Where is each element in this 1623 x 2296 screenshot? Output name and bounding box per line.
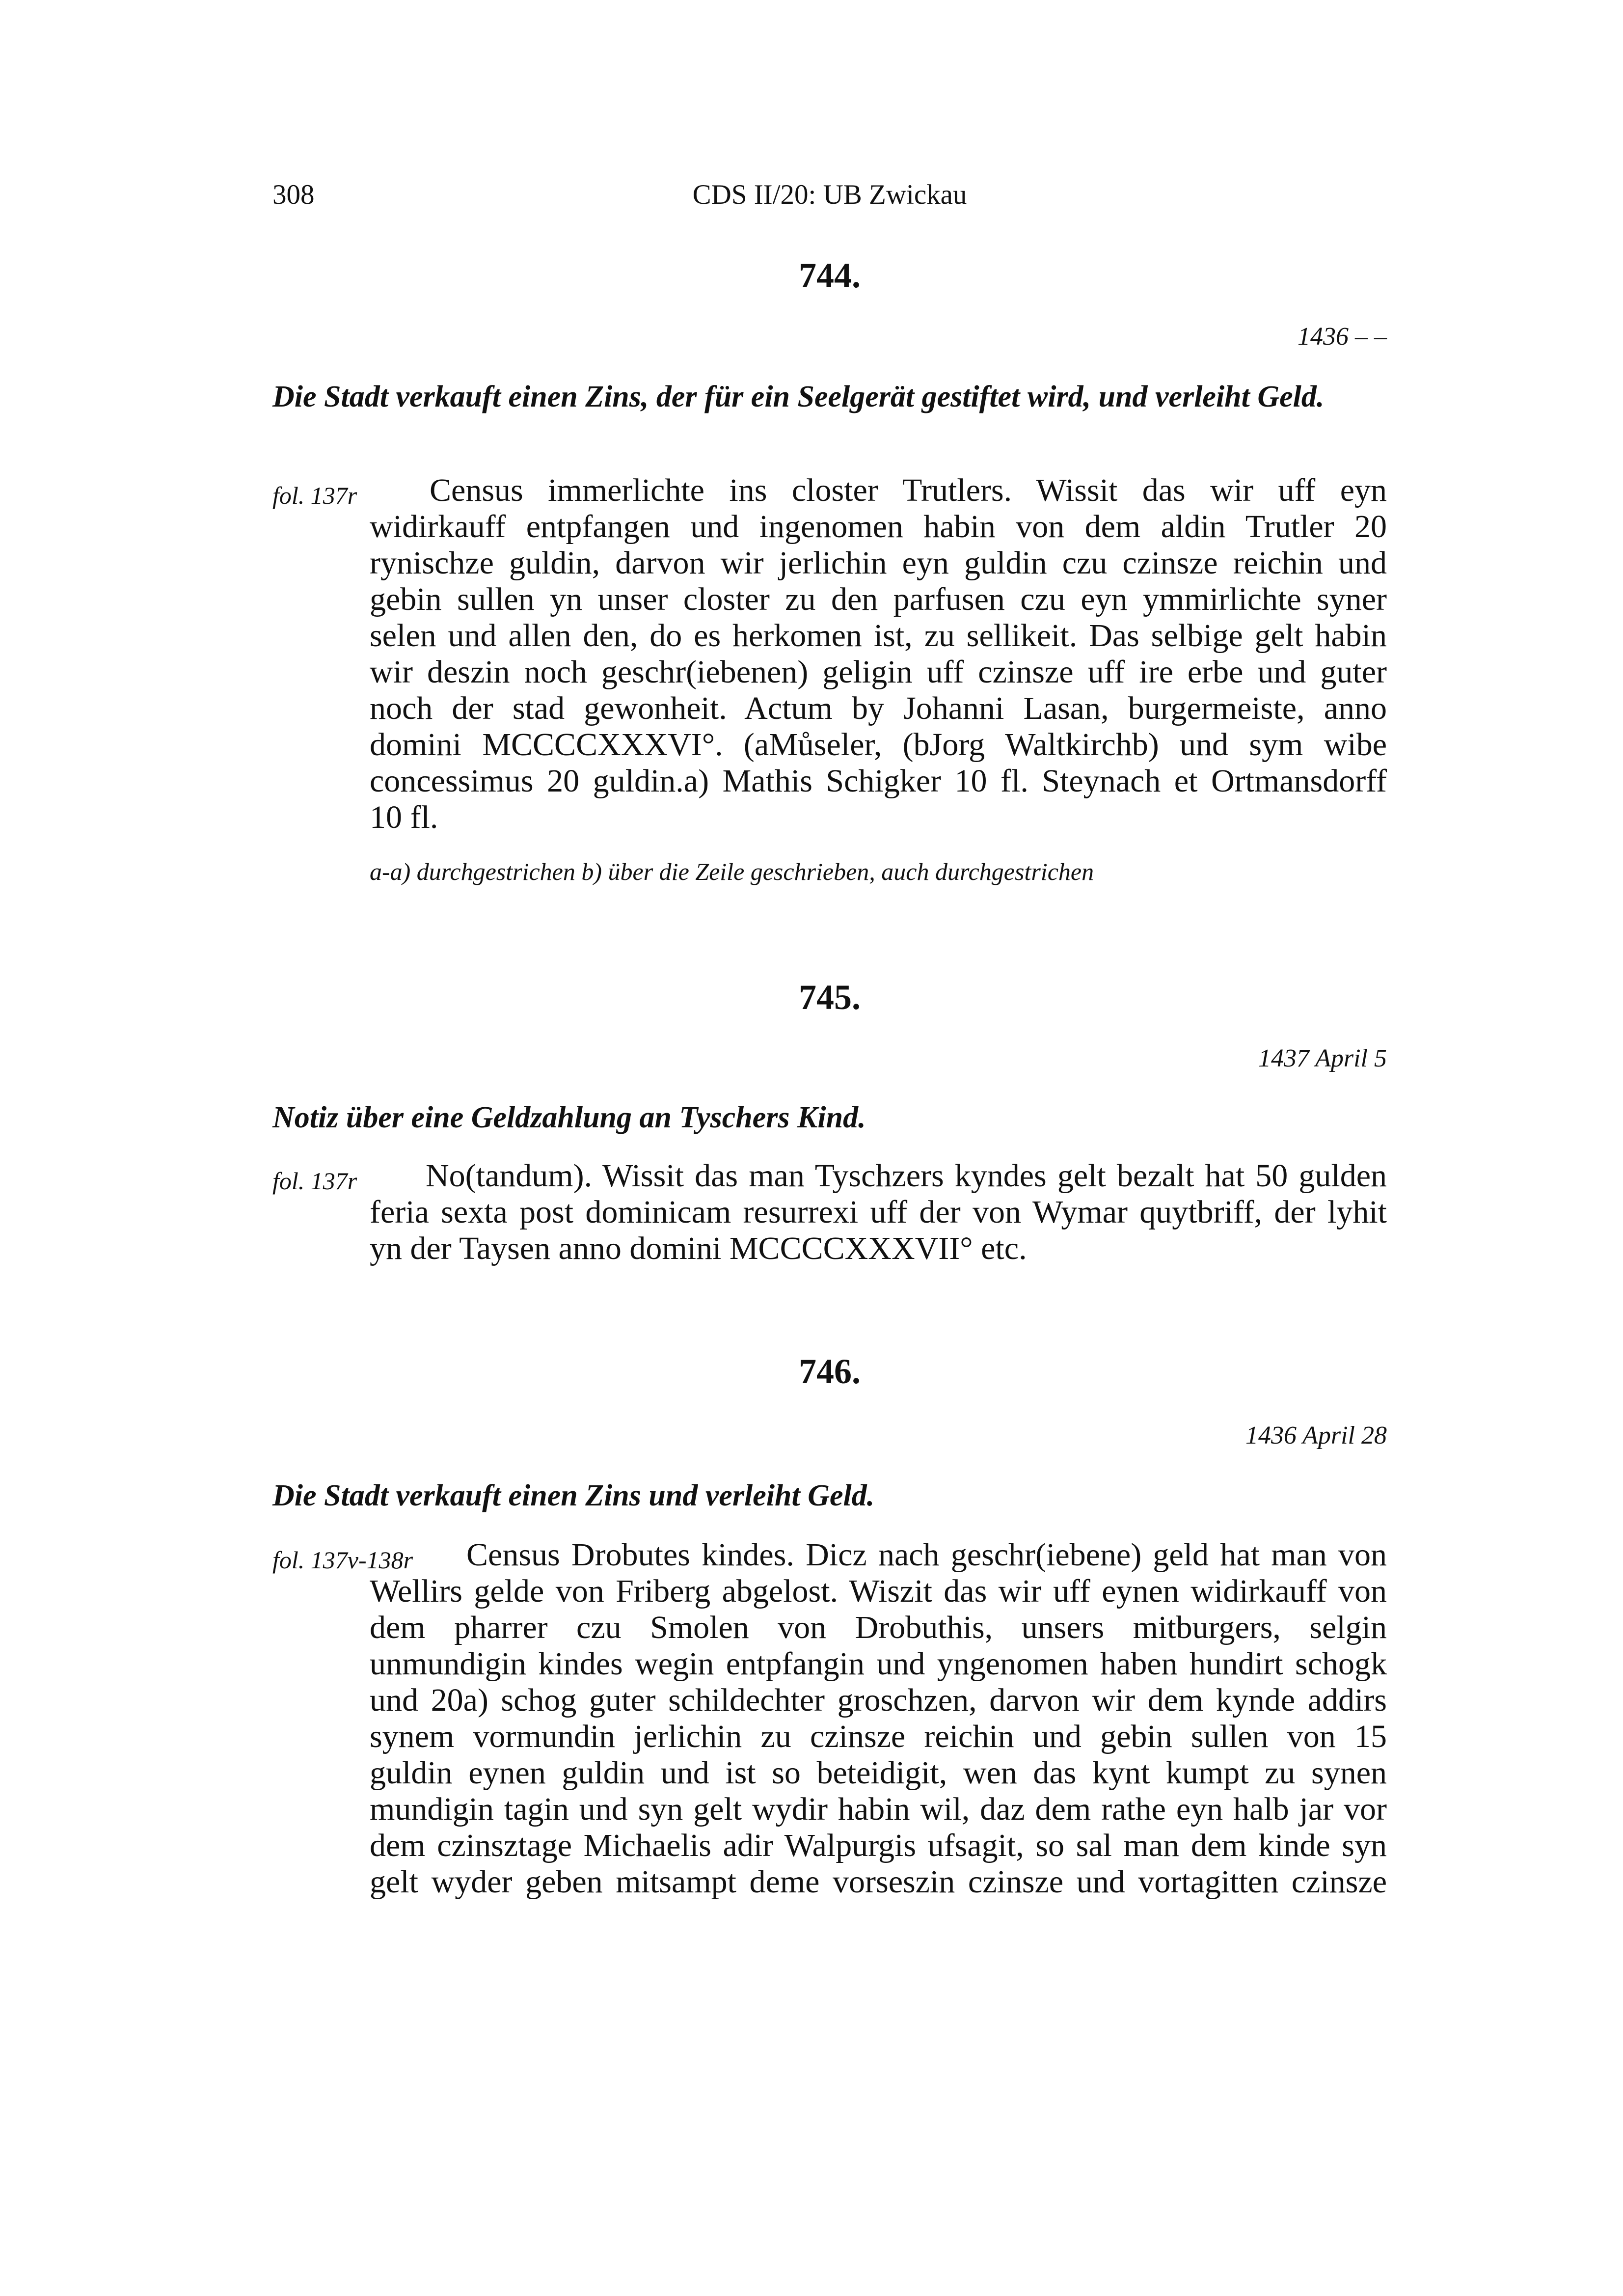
text-line: feria sexta post dominicam resurrexi uff der von Wymar quytbriff, der lyhit [370,1194,1387,1230]
footnote: a-a) durchgestrichen b) über die Zeile geschrieben, auch durchgestrichen [370,858,1094,885]
entry-heading: Notiz über eine Geldzahlung an Tyschers Kind. [272,1101,866,1134]
entry-date: 1436 – – [1298,323,1387,351]
text-line: concessimus 20 guldin.a) Mathis Schigker 10 fl. Steynach et Ortmansdorff [370,763,1387,799]
entry-text [272,472,1387,836]
text-line: mundigin tagin und syn gelt wydir habin wil, daz dem rathe eyn halb jar vor [370,1791,1387,1827]
text-line: unmundigin kindes wegin entpfangin und yngenomen haben hundirt schogk [370,1646,1387,1682]
entry-text [272,1537,1387,1900]
folio-reference: fol. 137v-138r [272,1546,413,1574]
text-line: widirkauff entpfangen und ingenomen habin von dem aldin Trutler 20 [370,509,1387,545]
text-line: noch der stad gewonheit. Actum by Johanni Lasan, burgermeiste, anno [370,690,1387,726]
entry-heading: Die Stadt verkauft einen Zins, der für ein Seelgerät gestiftet wird, und verleiht Geld. [272,380,1325,413]
text-line: rynischze guldin, darvon wir jerlichin eyn guldin czu czinsze reichin und [370,545,1387,581]
text-line: dem pharrer czu Smolen von Drobuthis, unsers mitburgers, selgin [370,1610,1387,1645]
text-line: gelt wyder geben mitsampt deme vorseszin czinsze und vortagitten czinsze [370,1864,1387,1900]
text-line: wir deszin noch geschr(iebenen) geligin uff czinsze uff ire erbe und guter [370,654,1387,690]
text-line: yn der Taysen anno domini MCCCCXXXVII° etc. [370,1230,1027,1266]
text-line: gebin sullen yn unser closter zu den parfusen czu eyn ymmirlichte syner [370,581,1387,617]
entry-number: 746. [799,1352,861,1391]
text-line: Census Drobutes kindes. Dicz nach geschr(iebene) geld hat man von [466,1537,1387,1573]
entry-date: 1436 April 28 [1245,1421,1387,1449]
text-line: domini MCCCCXXXVI°. (aMůseler, (bJorg Waltkirchb) und sym wibe [370,727,1387,763]
entry-number: 745. [799,978,861,1017]
text-line: No(tandum). Wissit das man Tyschzers kyndes gelt bezalt hat 50 gulden [426,1158,1387,1194]
text-line: 10 fl. [370,799,438,835]
running-header [272,179,1387,218]
text-line: guldin eynen guldin und ist so beteidigit, wen das kynt kumpt zu synen [370,1755,1387,1791]
entry-date: 1437 April 5 [1258,1044,1387,1072]
text-line: und 20a) schog guter schildechter groschzen, darvon wir dem kynde addirs [370,1682,1387,1718]
running-title: CDS II/20: UB Zwickau [692,179,967,210]
text-line: dem czinsztage Michaelis adir Walpurgis ufsagit, so sal man dem kinde syn [370,1828,1387,1863]
entry-heading: Die Stadt verkauft einen Zins und verleiht Geld. [272,1479,875,1512]
folio-reference: fol. 137r [272,482,357,509]
text-line: selen und allen den, do es herkomen ist, zu sellikeit. Das selbige gelt habin [370,618,1387,654]
entry-number: 744. [799,256,861,295]
entry-text [272,1158,1387,1267]
page-number: 308 [272,179,315,210]
text-line: Census immerlichte ins closter Trutlers. Wissit das wir uff eyn [430,472,1387,508]
text-line: synem vormundin jerlichin zu czinsze reichin und gebin sullen von 15 [370,1719,1387,1754]
folio-reference: fol. 137r [272,1167,357,1195]
text-line: Wellirs gelde von Friberg abgelost. Wiszit das wir uff eynen widirkauff von [370,1573,1387,1609]
